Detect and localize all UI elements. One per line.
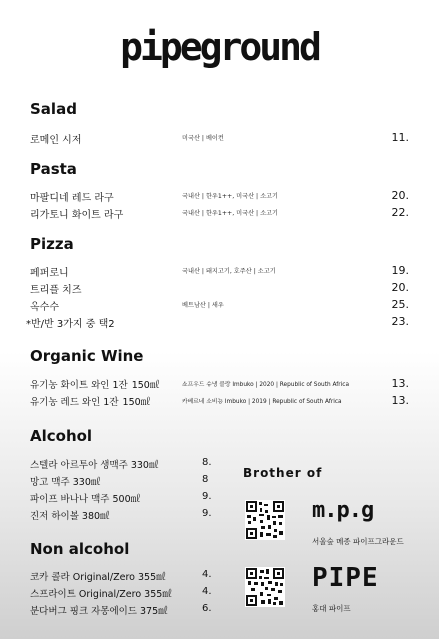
brother-of-title: Brother of xyxy=(243,466,323,480)
item-price: 23. xyxy=(391,315,409,328)
menu-item xyxy=(30,457,215,471)
item-name: 유기농 레드 와인 1잔 150㎖ xyxy=(30,397,151,408)
item-price: 4. xyxy=(202,586,212,597)
section-title-organic-wine: Organic Wine xyxy=(30,347,144,365)
item-origin: 국내산 | 한우1++, 미국산 | 소고기 xyxy=(182,193,279,200)
item-price: 4. xyxy=(202,569,212,580)
item-name: 페퍼로니 xyxy=(30,268,69,279)
item-price: 22. xyxy=(391,206,409,219)
item-name: 옥수수 xyxy=(30,302,59,313)
item-origin: 미국산 | 베이컨 xyxy=(182,135,224,142)
item-name: *반/반 3가지 중 택2 xyxy=(26,319,115,330)
qr-code-icon[interactable] xyxy=(245,567,285,607)
item-name: 유기농 화이트 와인 1잔 150㎖ xyxy=(30,380,160,391)
item-price: 9. xyxy=(202,491,212,502)
pipe-logo: PIPE xyxy=(312,563,379,593)
item-price: 9. xyxy=(202,508,212,519)
menu-item xyxy=(30,603,215,617)
brand-logo: pipeground xyxy=(120,25,319,69)
menu-item xyxy=(30,131,415,145)
item-price: 20. xyxy=(391,281,409,294)
item-name: 파이프 바나나 맥주 500㎖ xyxy=(30,494,141,505)
item-price: 25. xyxy=(391,298,409,311)
mopog-logo: m.p.g xyxy=(312,498,374,523)
item-price: 8 xyxy=(202,474,209,485)
menu-item xyxy=(30,298,415,312)
item-price: 6. xyxy=(202,603,212,614)
item-name: 로메인 시저 xyxy=(30,135,82,146)
section-title-pasta: Pasta xyxy=(30,160,77,178)
item-origin: 베트남산 | 새우 xyxy=(182,302,224,309)
section-title-salad: Salad xyxy=(30,100,77,118)
item-origin: 국내산 | 한우1++, 미국산 | 소고기 xyxy=(182,210,279,217)
item-name: 분다버그 핑크 자몽에이드 375㎖ xyxy=(30,606,168,617)
item-origin: 쇼프우드 슈냉 블랑 Imbuko | 2020 | Republic of South Africa xyxy=(182,382,350,388)
menu-item xyxy=(30,491,215,505)
item-origin: 카베르네 소비뇽 Imbuko | 2019 | Republic of South Africa xyxy=(182,399,342,405)
item-price: 20. xyxy=(391,189,409,202)
section-title-alcohol: Alcohol xyxy=(30,427,93,445)
menu-item xyxy=(30,377,415,391)
item-name: 리가토니 화이트 라구 xyxy=(30,210,124,221)
menu-item xyxy=(30,206,415,220)
menu-item xyxy=(30,474,215,488)
item-name: 코카 콜라 Original/Zero 355㎖ xyxy=(30,572,166,583)
section-title-non-alcohol: Non alcohol xyxy=(30,540,130,558)
menu-item xyxy=(30,569,215,583)
item-name: 트리플 치즈 xyxy=(30,285,82,296)
menu-item xyxy=(30,189,415,203)
item-name: 스프라이트 Original/Zero 355㎖ xyxy=(30,589,172,600)
item-name: 망고 맥주 330㎖ xyxy=(30,477,101,488)
item-price: 13. xyxy=(391,394,409,407)
venue-label-seoul-forest: 서울숲 메종 파이프그라운드 xyxy=(312,537,404,546)
item-volume: 150㎖ xyxy=(131,380,160,391)
item-price: 13. xyxy=(391,377,409,390)
venue-label-hongdae: 홍대 파이프 xyxy=(312,604,351,613)
menu-item xyxy=(26,315,411,329)
qr-code-icon[interactable] xyxy=(245,500,285,540)
menu-item xyxy=(30,586,215,600)
item-name: 스텔라 아르투아 생맥주 330㎖ xyxy=(30,460,159,471)
menu-item xyxy=(30,264,415,278)
item-price: 19. xyxy=(391,264,409,277)
item-name: 마팔디네 레드 라구 xyxy=(30,193,114,204)
menu-item xyxy=(30,508,215,522)
item-price: 8. xyxy=(202,457,212,468)
item-price: 11. xyxy=(391,131,409,144)
item-volume: 150㎖ xyxy=(122,397,151,408)
menu-item xyxy=(30,281,415,295)
section-title-pizza: Pizza xyxy=(30,235,74,253)
item-name: 진저 하이볼 380㎖ xyxy=(30,511,110,522)
menu-item xyxy=(30,394,415,408)
item-origin: 국내산 | 돼지고기, 호주산 | 소고기 xyxy=(182,268,276,275)
